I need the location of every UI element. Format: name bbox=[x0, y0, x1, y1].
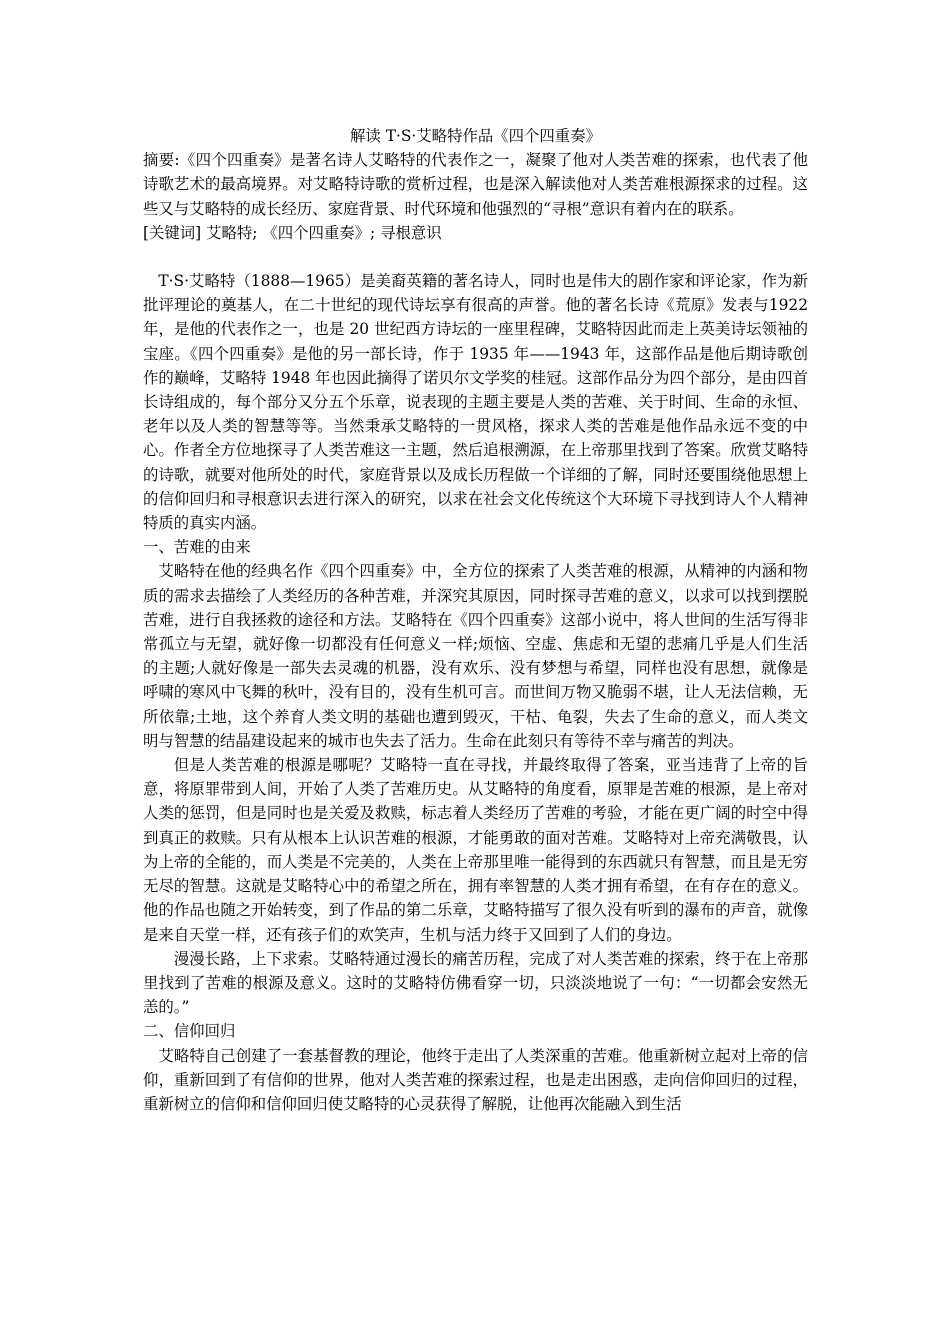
section2-paragraph-1: 艾略特自己创建了一套基督教的理论，他终于走出了人类深重的苦难。他重新树立起对上帝的信仰，重新回到了有信仰的世界，他对人类苦难的探索过程，也是走出困惑，走向信仰回归的过程，重新树立的信仰和信仰回归使艾略特的心灵获得了解脱，让他再次能融入到生活 bbox=[143, 1046, 808, 1113]
keywords-line: [关键词] 艾略特; 《四个四重奏》; 寻根意识 bbox=[143, 223, 442, 242]
document-body bbox=[143, 124, 808, 1116]
section1-paragraph-3: 漫漫长路，上下求索。艾略特通过漫长的痛苦历程，完成了对人类苦难的探索，终于在上帝那里找到了苦难的根源及意义。这时的艾略特仿佛看穿一切，只淡淡地说了一句：“一切都会安然无恙的。” bbox=[143, 949, 808, 1017]
section-heading-1: 一、苦难的由来 bbox=[143, 538, 251, 557]
section1-paragraph-1: 艾略特在他的经典名作《四个四重奏》中，全方位的探索了人类苦难的根源，从精神的内涵和物质的需求去描绘了人类经历的各种苦难，并深究其原因，同时探寻苦难的意义，以求可以找到摆脱苦难，进行自我拯救的途径和方法。艾略特在《四个四重奏》这部小说中，将人世间的生活写得非常孤立与无望，就好像一切都没有任何意义一样;烦恼、空虚、焦虑和无望的悲痛几乎是人们生活的主题;人就好像是一部失去灵魂的机器，没有欢乐、没有梦想与希望，同样也没有思想，就像是呼啸的寒风中飞舞的秋叶，没有目的，没有生机可言。而世间万物又脆弱不堪，让人无法信赖，无所依靠;土地，这个养育人类文明的基础也遭到毁灭，干枯、龟裂，失去了生命的意义，而人类文明与智慧的结晶建设起来的城市也失去了活力。生命在此刻只有等待不幸与痛苦的判决。 bbox=[143, 562, 808, 750]
abstract-paragraph: 摘要:《四个四重奏》是著名诗人艾略特的代表作之一，凝聚了他对人类苦难的探索，也代表了他诗歌艺术的最高境界。对艾略特诗歌的赏析过程，也是深入解读他对人类苦难根源探求的过程。这些又与艾略特的成长经历、家庭背景、时代环境和他强烈的“寻根”意识有着内在的联系。 bbox=[143, 151, 808, 218]
section-heading-2: 二、信仰回归 bbox=[143, 1022, 236, 1041]
intro-paragraph: T·S·艾略特（1888—1965）是美裔英籍的著名诗人，同时也是伟大的剧作家和评论家，作为新批评理论的奠基人，在二十世纪的现代诗坛享有很高的声誉。他的著名长诗《荒原》发表与1922 年，是他的代表作之一，也是 20 世纪西方诗坛的一座里程碑，艾略特因此而走上英美诗坛领袖的宝座。《四个四重奏》是他的另一部长诗，作于 1935 年——1943 年，这部作品是他后期诗歌创作的巅峰，艾略特 1948 年也因此摘得了诺贝尔文学奖的桂冠。这部作品分为四个部分，是由四首长诗组成的，每个部分又分五个乐章，说表现的主题主要是人类的苦难、关于时间、生命的永恒、老年以及人类的智慧等等。当然秉承艾略特的一贯风格，探求人类的苦难是他作品永远不变的中心。作者全方位地探寻了人类苦难这一主题，然后追根溯源，在上帝那里找到了答案。欣赏艾略特的诗歌，就要对他所处的时代，家庭背景以及成长历程做一个详细的了解，同时还要围绕他思想上的信仰回归和寻根意识去进行深入的研究，以求在社会文化传统这个大环境下寻找到诗人个人精神特质的真实内涵。 bbox=[143, 272, 808, 533]
section1-paragraph-2: 但是人类苦难的根源是哪呢？艾略特一直在寻找，并最终取得了答案，亚当违背了上帝的旨意，将原罪带到人间，开始了人类了苦难历史。从艾略特的角度看，原罪是苦难的根源，是上帝对人类的惩罚，但是同时也是关爱及救赎，标志着人类经历了苦难的考验，才能在更广阔的时空中得到真正的救赎。只有从根本上认识苦难的根源，才能勇敢的面对苦难。艾略特对上帝充满敬畏，认为上帝的全能的，而人类是不完美的，人类在上帝那里唯一能得到的东西就只有智慧，而且是无穷无尽的智慧。这就是艾略特心中的希望之所在，拥有率智慧的人类才拥有希望，在有存在的意义。他的作品也随之开始转变，到了作品的第二乐章，艾略特描写了很久没有听到的瀑布的声音，就像是来自天堂一样，还有孩子们的欢笑声，生机与活力终于又回到了人们的身边。 bbox=[143, 756, 808, 944]
document-title: 解读 T·S·艾略特作品《四个四重奏》 bbox=[350, 127, 601, 145]
